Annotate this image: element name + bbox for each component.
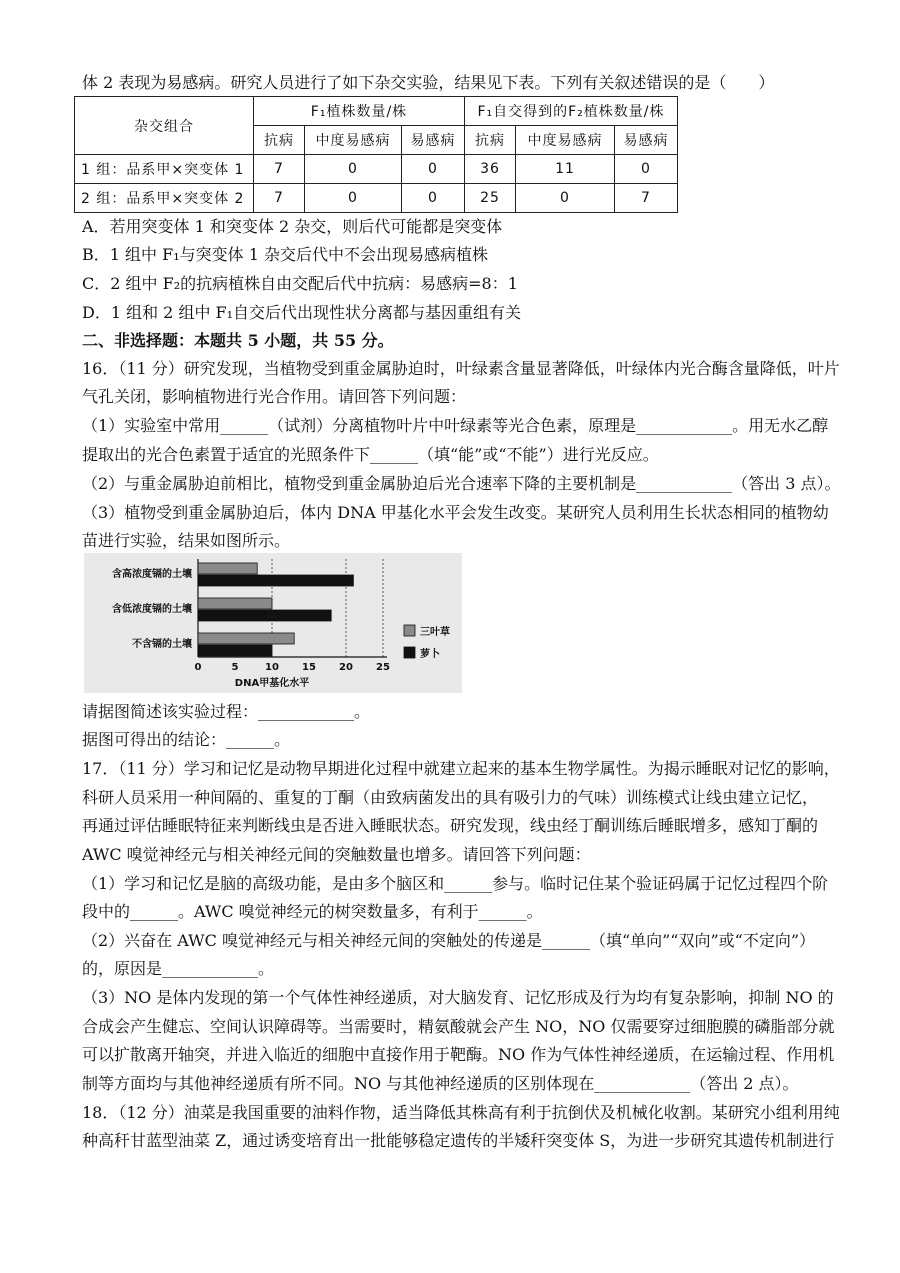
option-b: B．1 组中 F₁与突变体 1 杂交后代中不会出现易感病植株	[82, 245, 488, 264]
bar	[198, 598, 272, 609]
q17-line: 17．（11 分）学习和记忆是动物早期进化过程中就建立起来的基本生物学属性。为揭示睡眠对记忆的影响，	[82, 759, 840, 778]
table-cell: 7	[615, 184, 678, 213]
table-cell: 0	[402, 155, 465, 184]
table-cell: 0	[305, 155, 402, 184]
q17-line: （2）兴奋在 AWC 嗅觉神经元与相关神经元间的突触处的传递是______（填“单向”“双向”或“不定向”）	[82, 931, 816, 950]
bar	[198, 610, 331, 621]
option-a: A．若用突变体 1 和突变体 2 杂交，则后代可能都是突变体	[82, 217, 503, 236]
q16-after-1: 请据图简述该实验过程：____________。	[82, 702, 371, 721]
q18-line: 种高秆甘蓝型油菜 Z，通过诱变培育出一批能够稳定遗传的半矮秆突变体 S，为进一步研究其遗传机制进行	[82, 1131, 835, 1150]
bar	[198, 633, 294, 644]
legend-label: 萝卜	[420, 649, 440, 660]
table-cell: 0	[615, 155, 678, 184]
q16-stem-2: 气孔关闭，影响植物进行光合作用。请回答下列问题：	[82, 387, 467, 406]
category-label: 不含镉的土壤	[132, 639, 192, 650]
x-tick-label: 25	[376, 662, 390, 673]
q17-line: （1）学习和记忆是脑的高级功能，是由多个脑区和______参与。临时记住某个验证码属于记忆过程四个阶	[82, 874, 829, 893]
header-f2: F₁自交得到的F₂植株数量/株	[465, 97, 678, 126]
bar	[198, 575, 353, 586]
table-cell: 7	[254, 155, 305, 184]
q16-after-2: 据图可得出的结论：______。	[82, 730, 291, 749]
q17-line: 制等方面均与其他神经递质有所不同。NO 与其他神经递质的区别体现在____________（答出 2 点）。	[82, 1074, 799, 1093]
table-cell: 0	[402, 184, 465, 213]
table-cell: 7	[254, 184, 305, 213]
table-cell: 0	[516, 184, 615, 213]
x-axis-label: DNA甲基化水平	[234, 678, 310, 689]
table-cell: 0	[305, 184, 402, 213]
bar	[198, 563, 257, 574]
methylation-chart-svg	[84, 553, 462, 693]
table-cell: 36	[465, 155, 516, 184]
option-d: D．1 组和 2 组中 F₁自交后代出现性状分离都与基因重组有关	[82, 303, 522, 322]
methylation-chart	[84, 553, 462, 693]
category-label: 含高浓度镉的土壤	[112, 569, 192, 580]
q17-line: 可以扩散离开轴突，并进入临近的细胞中直接作用于靶酶。NO 作为气体性神经递质，在运输过程、作用机	[82, 1045, 835, 1064]
sub-header: 中度易感病	[305, 126, 402, 155]
q16-part3-b: 苗进行实验，结果如图所示。	[82, 531, 291, 550]
q16-part2: （2）与重金属胁迫前相比，植物受到重金属胁迫后光合速率下降的主要机制是____________（答出 3 点）。	[82, 474, 841, 493]
section-heading: 二、非选择题：本题共 5 小题，共 55 分。	[82, 331, 394, 350]
q17-line: 再通过评估睡眠特征来判断线虫是否进入睡眠状态。研究发现，线虫经丁酮训练后睡眠增多，感知丁酮的	[82, 816, 819, 835]
q18-line: 18．（12 分）油菜是我国重要的油料作物，适当降低其株高有利于抗倒伏及机械化收割。某研究小组利用纯	[82, 1103, 840, 1122]
q16-part1-b: 提取出的光合色素置于适宜的光照条件下______（填“能”或“不能”）进行光反应。	[82, 445, 659, 464]
q16-part3-a: （3）植物受到重金属胁迫后，体内 DNA 甲基化水平会发生改变。某研究人员利用生长状态相同的植物幼	[82, 503, 829, 522]
header-f1: F₁植株数量/株	[254, 97, 465, 126]
q16-part1-a: （1）实验室中常用______（试剂）分离植物叶片中叶绿素等光合色素，原理是____________。用无水乙醇	[82, 416, 829, 435]
x-tick-label: 0	[194, 662, 202, 673]
option-c: C．2 组中 F₂的抗病植株自由交配后代中抗病：易感病=8：1	[82, 274, 518, 293]
sub-header: 易感病	[615, 126, 678, 155]
q17-line: 合成会产生健忘、空间认识障碍等。当需要时，精氨酸就会产生 NO，NO 仅需要穿过细胞膜的磷脂部分就	[82, 1017, 835, 1036]
cross-results-table	[74, 96, 678, 213]
row-label: 1 组：品系甲×突变体 1	[75, 155, 254, 184]
x-tick-label: 15	[302, 662, 316, 673]
q16-stem-1: 16．（11 分）研究发现，当植物受到重金属胁迫时，叶绿素含量显著降低，叶绿体内光合酶含量降低，叶片	[82, 359, 840, 378]
q17-line: 的，原因是____________。	[82, 959, 275, 978]
q17-line: AWC 嗅觉神经元与相关神经元间的突触数量也增多。请回答下列问题：	[82, 845, 591, 864]
q17-line: （3）NO 是体内发现的第一个气体性神经递质，对大脑发育、记忆形成及行为均有复杂影响，抑制 NO 的	[82, 988, 834, 1007]
x-tick-label: 5	[231, 662, 239, 673]
table-row	[75, 184, 678, 213]
table-cell: 25	[465, 184, 516, 213]
sub-header: 抗病	[465, 126, 516, 155]
legend-swatch	[404, 647, 415, 658]
sub-header: 中度易感病	[516, 126, 615, 155]
x-tick-label: 10	[265, 662, 279, 673]
bar	[198, 645, 272, 656]
sub-header: 易感病	[402, 126, 465, 155]
intro-line: 体 2 表现为易感病。研究人员进行了如下杂交实验，结果见下表。下列有关叙述错误的是（ ）	[82, 73, 775, 92]
category-label: 含低浓度镉的土壤	[112, 604, 192, 615]
legend-swatch	[404, 625, 415, 636]
q17-line: 科研人员采用一种间隔的、重复的丁酮（由致病菌发出的具有吸引力的气味）训练模式让线虫建立记忆，	[82, 788, 819, 807]
header-combo: 杂交组合	[75, 97, 254, 155]
table-row	[75, 155, 678, 184]
table-cell: 11	[516, 155, 615, 184]
sub-header: 抗病	[254, 126, 305, 155]
x-tick-label: 20	[339, 662, 353, 673]
legend-label: 三叶草	[420, 627, 450, 638]
row-label: 2 组：品系甲×突变体 2	[75, 184, 254, 213]
q17-line: 段中的______。AWC 嗅觉神经元的树突数量多，有利于______。	[82, 902, 543, 921]
